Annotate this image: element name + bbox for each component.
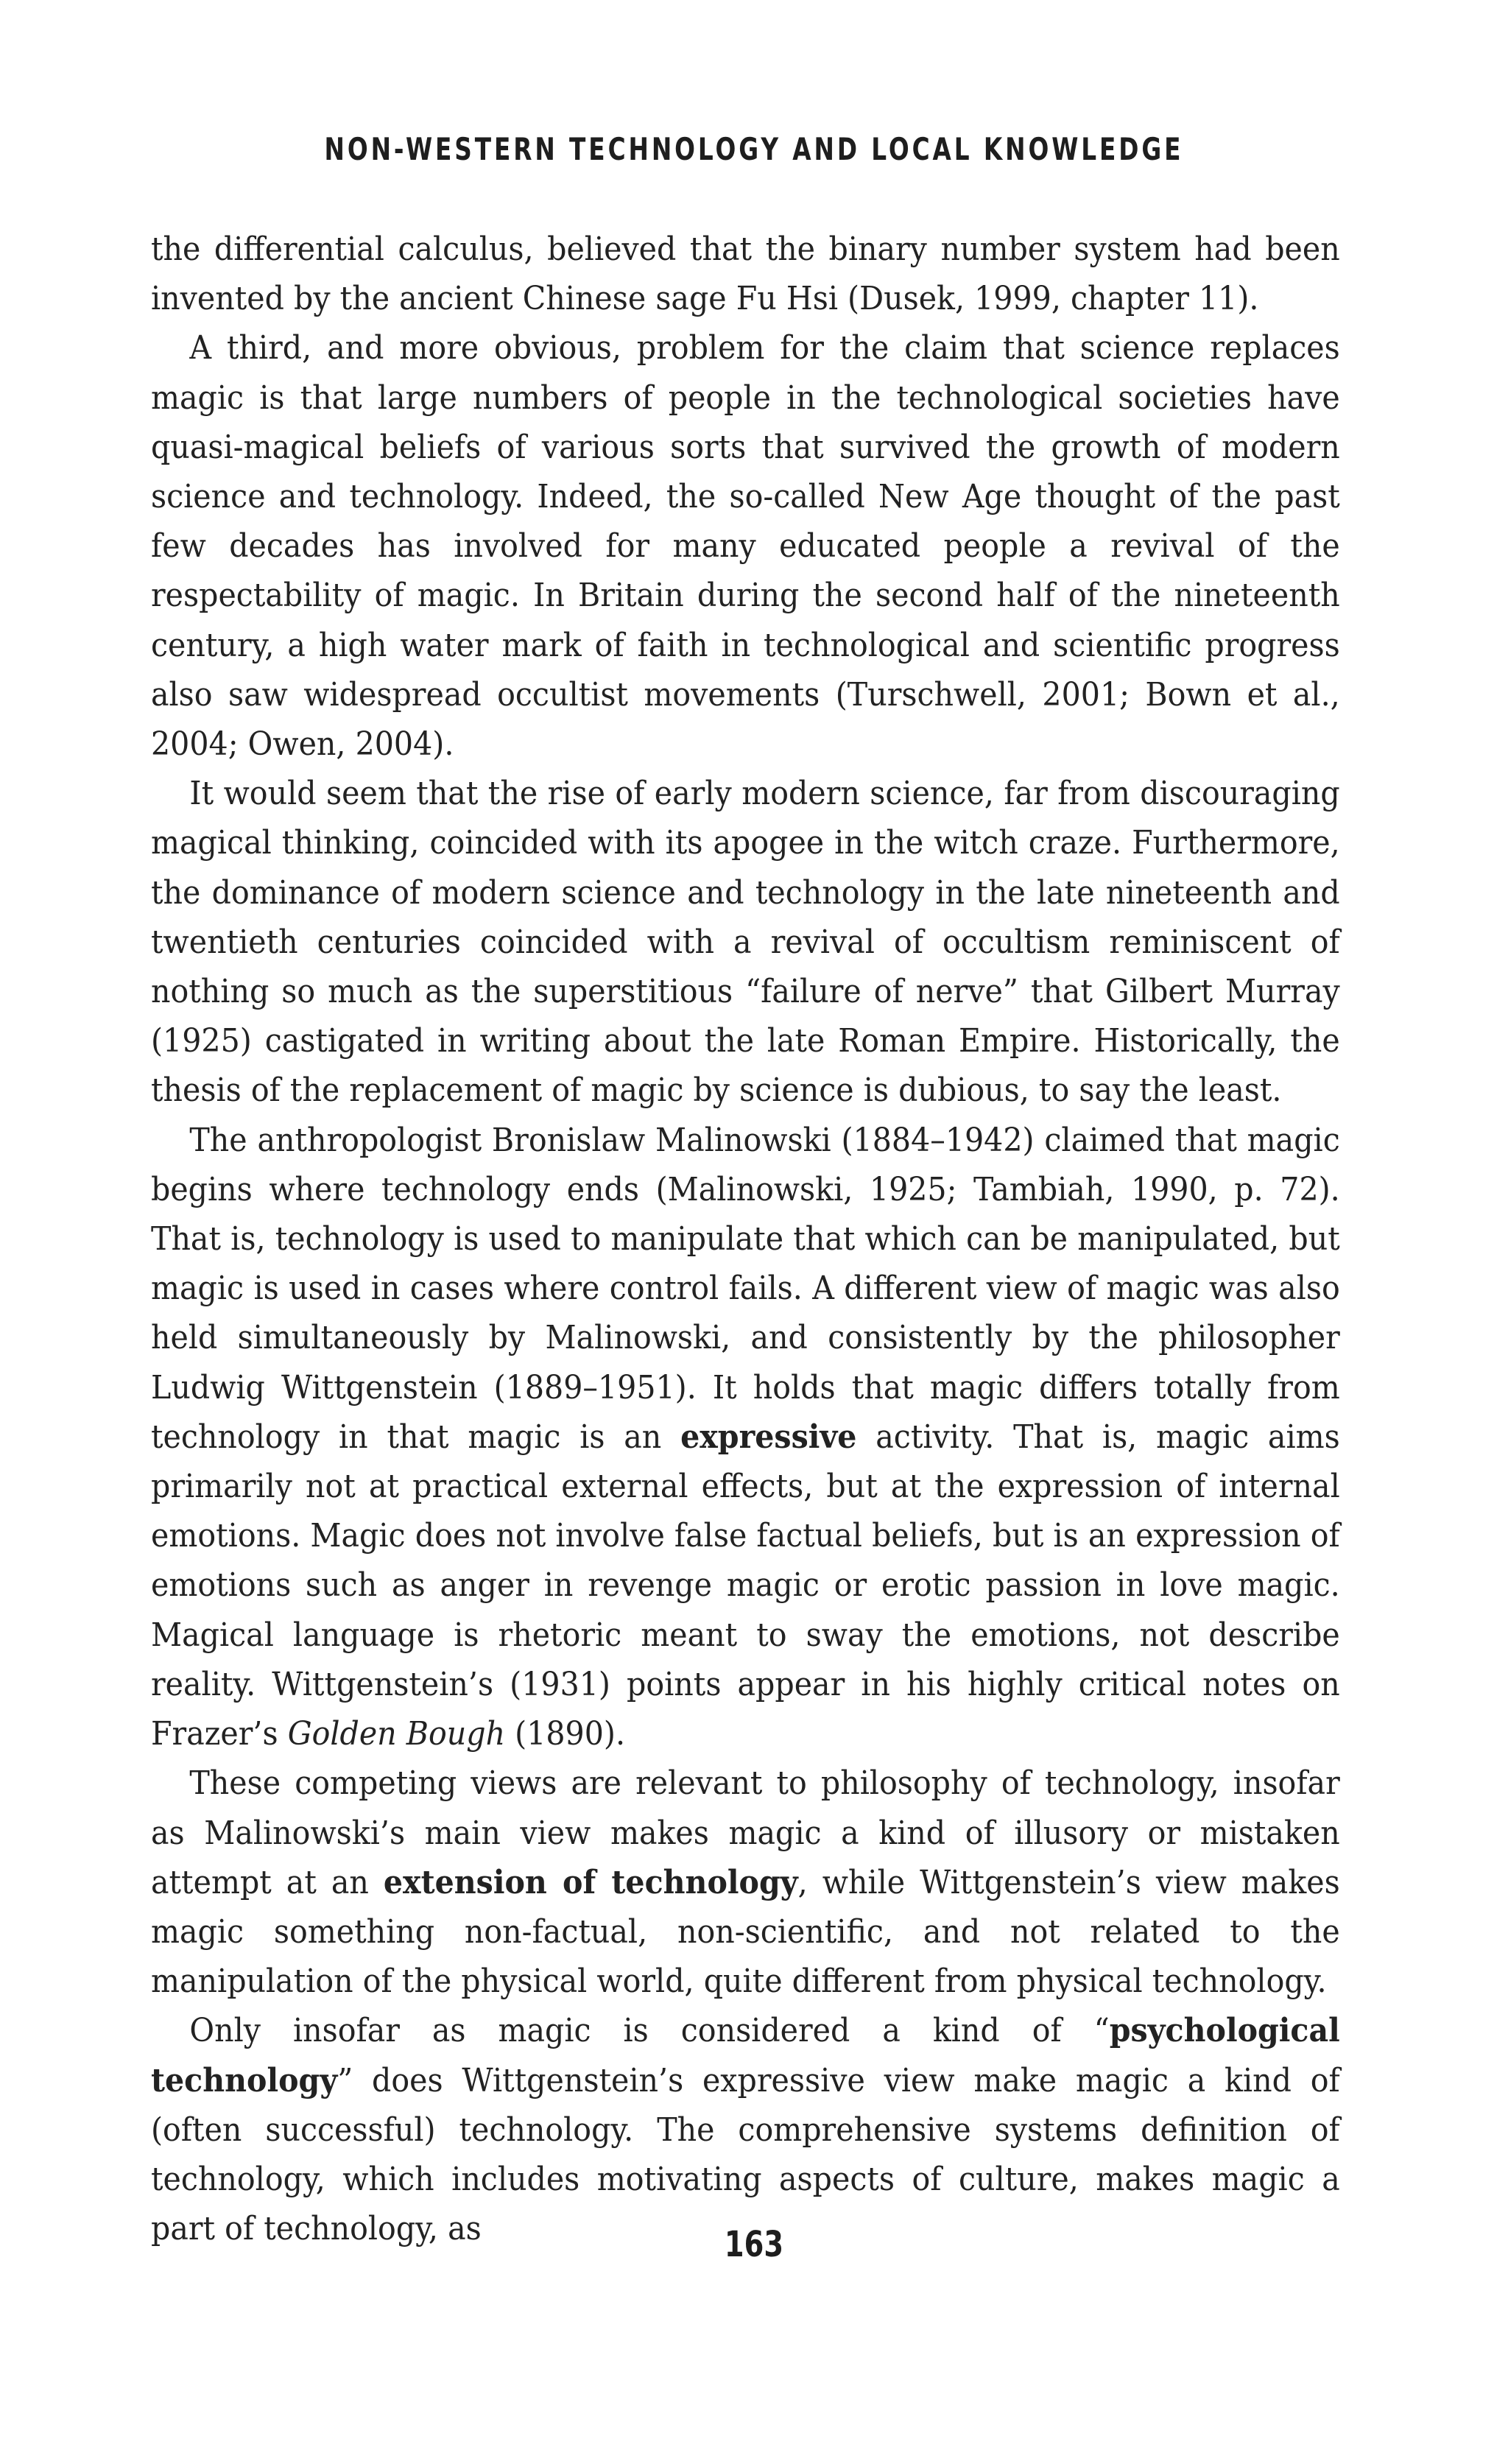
paragraph-4-text-c: activity. That is, magic aims primarily not at practical external effects, but at the expression of internal emotions. Magic does not involve false factual beliefs, but is an expression of emotions such as anger in revenge magic or erotic passion in love magic. Magical language is rhetoric meant to sway the emotions, not describe reality. Wittgenstein’s (1931) points appear in his highly critical notes on Frazer’s [151, 1418, 1340, 1753]
paragraph-4-text-a: The anthropologist Bronislaw Malinowski (1884–1942) claimed that magic begins where technology ends (Malinowski, 1925; Tambiah, 1990, p. 72). That is, technology is used to manipulate that which can be manipulated, but magic is used in cases where control fails. A different view of magic was also held simultaneously by Malinowski, and consistently by the philosopher Ludwig Wittgenstein (1889–1951). It holds that magic differs totally from technology in that magic is an [151, 1121, 1340, 1456]
paragraph-4 [151, 1116, 1340, 1759]
paragraph-5-text-c: , while Wittgenstein’s view makes magic something non-factual, non-scientific, and not related to the manipulation of the physical world, quite different from physical technology. [151, 1863, 1340, 2001]
paragraph-6-text-a: Only insofar as magic is considered a kind of “ [189, 2012, 1110, 2050]
paragraph-5 [151, 1759, 1340, 2006]
body-text [151, 225, 1340, 2253]
paragraph-6-text-c: ” does Wittgenstein’s expressive view make magic a kind of (often successful) technology. The comprehensive systems definition of technology, which includes motivating aspects of culture, makes magic a part of technology, as [151, 2061, 1340, 2248]
running-head: NON-WESTERN TECHNOLOGY AND LOCAL KNOWLEDGE [324, 131, 1184, 167]
book-title-golden-bough: Golden Bough [287, 1715, 506, 1753]
term-psychological-technology: psychological technology [151, 2012, 1340, 2099]
paragraph-1: the differential calculus, believed that the binary number system had been invented by the ancient Chinese sage Fu Hsi (Dusek, 1999, chapter 11). [151, 230, 1340, 318]
paragraph-4-text-e: (1890). [505, 1715, 626, 1753]
term-expressive: expressive [680, 1418, 857, 1456]
paragraph-2: A third, and more obvious, problem for the claim that science replaces magic is that large numbers of people in the technological societies have quasi-magical beliefs of various sorts that survived the growth of modern science and technology. Indeed, the so-called New Age thought of the past few decades has involved for many educated people a revival of the respectability of magic. In Britain during the second half of the nineteenth century, a high water mark of faith in technological and scientific progress also saw widespread occultist movements (Turschwell, 2001; Bown et al., 2004; Owen, 2004). [151, 329, 1340, 764]
term-extension-of-technology: extension of technology [383, 1863, 798, 1901]
paragraph-5-text-a: These competing views are relevant to philosophy of technology, insofar as Malinowski’s main view makes magic a kind of illusory or mistaken attempt at an [151, 1764, 1340, 1901]
page-number: 163 [724, 2224, 784, 2265]
paragraph-3: It would seem that the rise of early modern science, far from discouraging magical thinking, coincided with its apogee in the witch craze. Furthermore, the dominance of modern science and technology in the late nineteenth and twentieth centuries coincided with a revival of occultism reminiscent of nothing so much as the superstitious “failure of nerve” that Gilbert Murray (1925) castigated in writing about the late Roman Empire. Historically, the thesis of the replacement of magic by science is dubious, to say the least. [151, 775, 1340, 1110]
paragraph-6 [151, 2006, 1340, 2253]
